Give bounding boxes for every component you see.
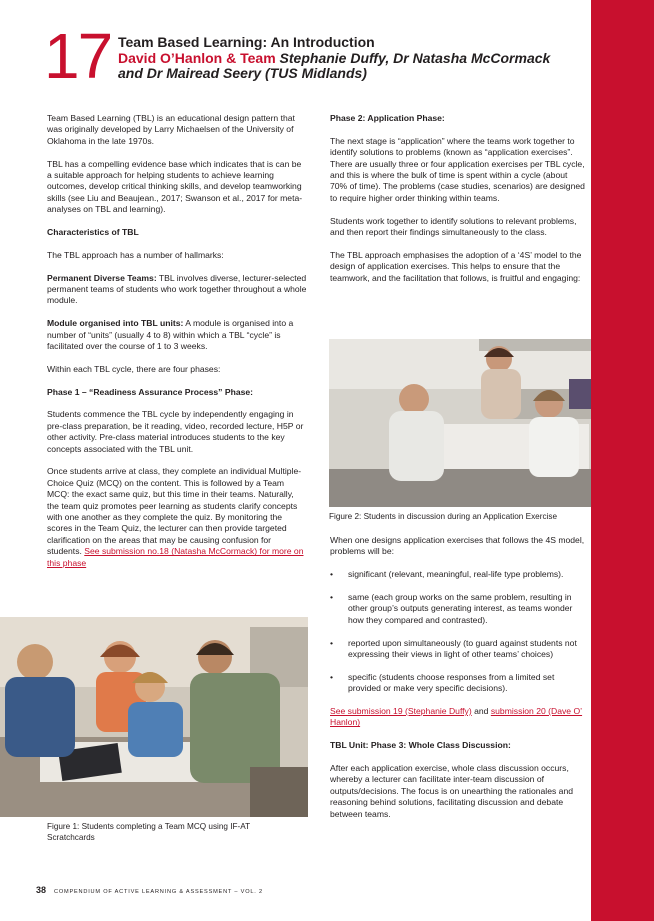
- and-text: and: [471, 706, 491, 717]
- phases-paragraph: Within each TBL cycle, there are four phases:: [47, 363, 221, 374]
- bullet-dot: •: [330, 592, 334, 602]
- 4s-paragraph: The TBL approach emphasises the adoption of a ‘4S’ model to the design of application exercises. This helps to ensure that the teamwork, and the facilitation that follows, is fruitful and engaging:: [330, 249, 582, 283]
- module-units-label: Module organised into TBL units:: [47, 318, 184, 329]
- permanent-teams-label: Permanent Diverse Teams:: [47, 272, 157, 283]
- bullet-dot: •: [330, 569, 334, 580]
- mcq-text: Once students arrive at class, they complete an individual Multiple-Choice Quiz (MCQ) on the content. This is followed by a Team MCQ: the exact same quiz, but this time in their teams. Naturally, the team quiz promotes peer learning as students clarify concepts with one another as they complete the quiz. By monitoring the scores in the Team Quiz, the lecturer can then provide targeted clarification on the areas that may be causing confusion for students.: [47, 466, 302, 557]
- authors: [118, 51, 578, 81]
- 4s-intro-paragraph: When one designs application exercises that follows the 4S model, problems will be:: [330, 535, 585, 557]
- authors-rest: Stephanie Duffy, Dr Natasha McCormack and Dr Mairead Seery (TUS Midlands): [118, 50, 551, 81]
- footer-text: COMPENDIUM OF ACTIVE LEARNING & ASSESSMENT – VOL. 2: [54, 889, 263, 895]
- discussion-paragraph: After each application exercise, whole class discussion occurs, whereby a lecturer can facilitate inter-team discussion of outputs/decisions. The focus is on unearthing the rationales and reasoning behind solutions, facilitating discussion and debate between teams.: [330, 763, 574, 819]
- right-column: [330, 113, 586, 295]
- evidence-paragraph: TBL has a compelling evidence base which indicates that is can be a suitable approach for helping students to achieve learning outcomes, develop critical thinking skills, and develop teamworking skills (see Liu and Beaujean., 2017; Swanson et al., 2017 for meta-analyses on TBL and learning).: [47, 158, 303, 215]
- permanent-teams-text: TBL involves diverse, lecturer-selected permanent teams of students who work together throughout a whole module.: [47, 272, 307, 306]
- figure2-caption: Figure 2: Students in discussion during an Application Exercise: [329, 512, 558, 521]
- page-number: 38: [36, 885, 47, 895]
- chapter-number: 17: [44, 20, 112, 92]
- intro-paragraph: Team Based Learning (TBL) is an educational design pattern that was originally developed by Larry Michaelsen of the University of Oklahoma in the late 1970s.: [47, 113, 295, 146]
- submission-links: [330, 706, 586, 729]
- submission-20-link[interactable]: submission 20 (Dave O’ Hanlon): [330, 706, 583, 728]
- red-side-bar: [591, 0, 654, 921]
- list-item: • reported upon simultaneously (to guard against students not expressing their views in light of other teams’ choices): [330, 637, 577, 660]
- bullet-dot: •: [330, 671, 334, 682]
- heading-phase3: TBL Unit: Phase 3: Whole Class Discussion:: [330, 740, 511, 751]
- 4s-list: [330, 569, 586, 694]
- module-units-paragraph: [47, 318, 307, 352]
- mcq-paragraph: [47, 466, 307, 569]
- phase1-paragraph: Students commence the TBL cycle by independently engaging in pre-class preparation, be it reading, video, recorded lecture, H5P or other activity. Pre-class material introduces students to the key concepts associated with the TBL unit.: [47, 409, 304, 454]
- authors-lead: David O’Hanlon & Team: [118, 50, 276, 66]
- figure2-illustration: [329, 339, 591, 507]
- list-item: • specific (students choose responses from a limited set provided or make very specific decisions).: [330, 671, 555, 694]
- bullet-dot: •: [330, 637, 334, 648]
- application-paragraph: The next stage is “application” where the teams work together to identify solutions to problems (known as “application exercises”. There are usually three or four application exercises per TBL cycle, and this is where the bulk of time is spent within a cycle (about 70% of time). The problems (case studies, scenarios) are designed to require higher order thinking within teams.: [330, 135, 585, 203]
- submission-19-link[interactable]: See submission 19 (Stephanie Duffy): [330, 706, 472, 717]
- permanent-teams-paragraph: [47, 273, 307, 307]
- right-column-lower: [330, 535, 586, 831]
- figure1-photo: [0, 617, 308, 817]
- submission-18-link[interactable]: See submission no.18 (Natasha McCormack) for more on this phase: [47, 546, 304, 568]
- figure1-caption: Figure 1: Students completing a Team MCQ using IF-AT Scratchcards: [47, 822, 250, 842]
- heading-phase1: Phase 1 – “Readiness Assurance Process” Phase:: [47, 386, 254, 397]
- list-item: • same (each group works on the same problem, resulting in other group’s outputs generating interest, as teams wonder how they compared and contrasted).: [330, 592, 573, 625]
- page-footer: [36, 885, 263, 897]
- figure1-illustration: [0, 617, 308, 817]
- report-paragraph: Students work together to identify solutions to relevant problems, and then report their findings simultaneously to the class.: [330, 215, 577, 238]
- module-units-text: A module is organised into a number of “units” (usually 4 to 8) within which a TBL “cycle” is facilitated over the course of 1 to 3 weeks.: [47, 318, 294, 352]
- heading-phase2: Phase 2: Application Phase:: [330, 113, 445, 123]
- hallmarks-paragraph: The TBL approach has a number of hallmarks:: [47, 249, 224, 260]
- left-column: [47, 113, 307, 581]
- figure2-photo: [329, 339, 591, 507]
- list-item: • significant (relevant, meaningful, real-life type problems).: [330, 569, 564, 580]
- page-title: Team Based Learning: An Introduction: [118, 34, 375, 50]
- heading-characteristics: Characteristics of TBL: [47, 227, 139, 238]
